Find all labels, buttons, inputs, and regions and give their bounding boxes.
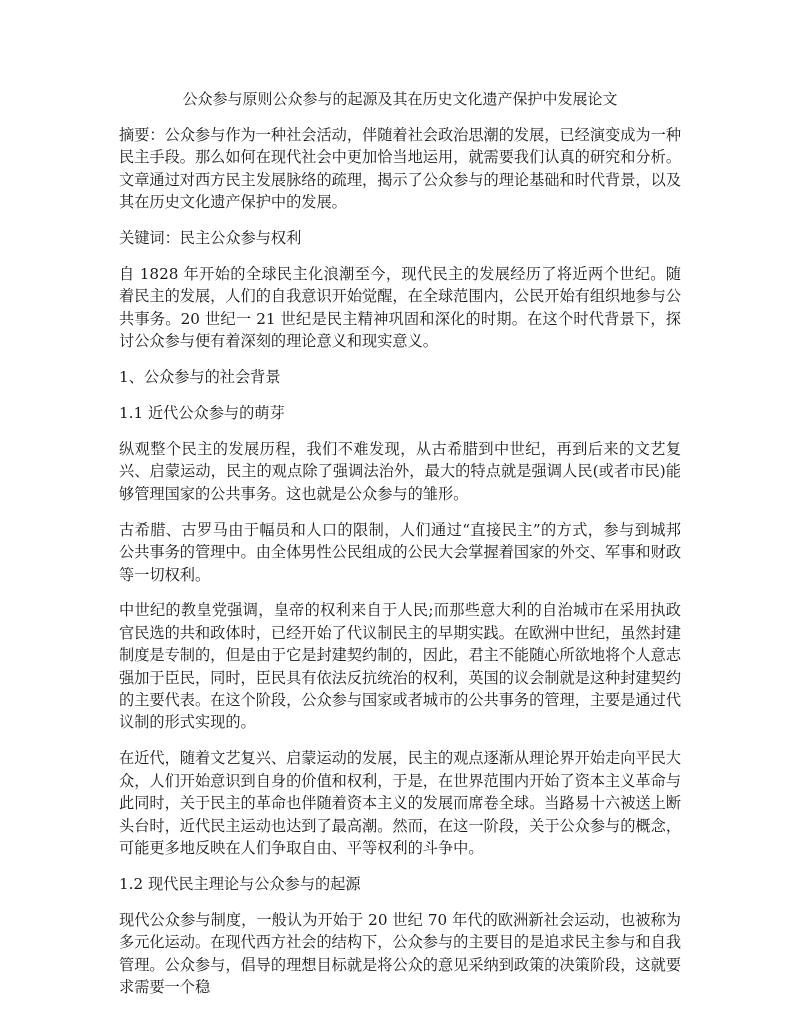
section-1-2-paragraph-1: 现代公众参与制度，一般认为开始于 20 世纪 70 年代的欧洲新社会运动，也被称为多元化运动。在现代西方社会的结构下，公众参与的主要目的是追求民主参与和自我管理。公众参与，倡导的理想目标就是将公众的意见采纳到政策的决策阶段，这就要求需要一个稳 (119, 910, 681, 996)
keywords-line (119, 227, 681, 249)
section-1-1-paragraph-2: 古希腊、古罗马由于幅员和人口的限制，人们通过“直接民主”的方式，参与到城邦公共事务的管理中。由全体男性公民组成的公民大会掌握着国家的外交、军事和财政等一切权利。 (119, 520, 681, 584)
section-1-2-heading: 1.2 现代民主理论与公众参与的起源 (119, 874, 361, 893)
section-1-1-paragraph-3: 中世纪的教皇党强调，皇帝的权利来自于人民;而那些意大利的自治城市在采用执政官民选的共和政体时，已经开始了代议制民主的早期实践。在欧洲中世纪，虽然封建制度是专制的，但是由于它是封建契约制的，因此，君主不能随心所欲地将个人意志强加于臣民，同时，臣民具有依法反抗统治的权利，英国的议会制就是这种封建契约的主要代表。在这个阶段，公众参与国家或者城市的公共事务的管理，主要是通过代议制的形式实现的。 (119, 601, 681, 732)
document-title: 公众参与原则公众参与的起源及其在历史文化遗产保护中发展论文 (182, 90, 618, 108)
abstract-paragraph: 摘要：公众参与作为一种社会活动，伴随着社会政治思潮的发展，已经演变成为一种民主手段。那么如何在现代社会中更加恰当地运用，就需要我们认真的研究和分析。文章通过对西方民主发展脉络的疏理，揭示了公众参与的理论基础和时代背景，以及其在历史文化遗产保护中的发展。 (119, 126, 681, 212)
section-1-1-heading: 1.1 近代公众参与的萌芽 (119, 404, 285, 423)
section-1-heading: 1、公众参与的社会背景 (119, 368, 281, 387)
keywords-label: 关键词： (119, 229, 180, 248)
section-1-1-paragraph-4: 在近代，随着文艺复兴、启蒙运动的发展，民主的观点逐渐从理论界开始走向平民大众，人们开始意识到自身的价值和权利，于是，在世界范围内开始了资本主义革命与此同时，关于民主的革命也伴随着资本主义的发展而席卷全球。当路易十六被送上断头台时，近代民主运动也达到了最高潮。然而，在这一阶段，关于公众参与的概念，可能更多地反映在人们争取自由、平等权利的斗争中。 (119, 749, 681, 857)
intro-paragraph: 自 1828 年开始的全球民主化浪潮至今，现代民主的发展经历了将近两个世纪。随着民主的发展，人们的自我意识开始觉醒，在全球范围内，公民开始有组织地参与公共事务。20 世纪一 21 世纪是民主精神巩固和深化的时期。在这个时代背景下，探讨公众参与便有着深刻的理论意义和现实意义。 (119, 265, 681, 351)
keywords-value: 民主公众参与权利 (179, 229, 302, 248)
section-1-1-paragraph-1: 纵观整个民主的发展历程，我们不难发现，从古希腊到中世纪，再到后来的文艺复兴、启蒙运动，民主的观点除了强调法治外，最大的特点就是强调人民(或者市民)能够管理国家的公共事务。这也就是公众参与的雏形。 (119, 439, 681, 503)
document-page (119, 88, 681, 1012)
